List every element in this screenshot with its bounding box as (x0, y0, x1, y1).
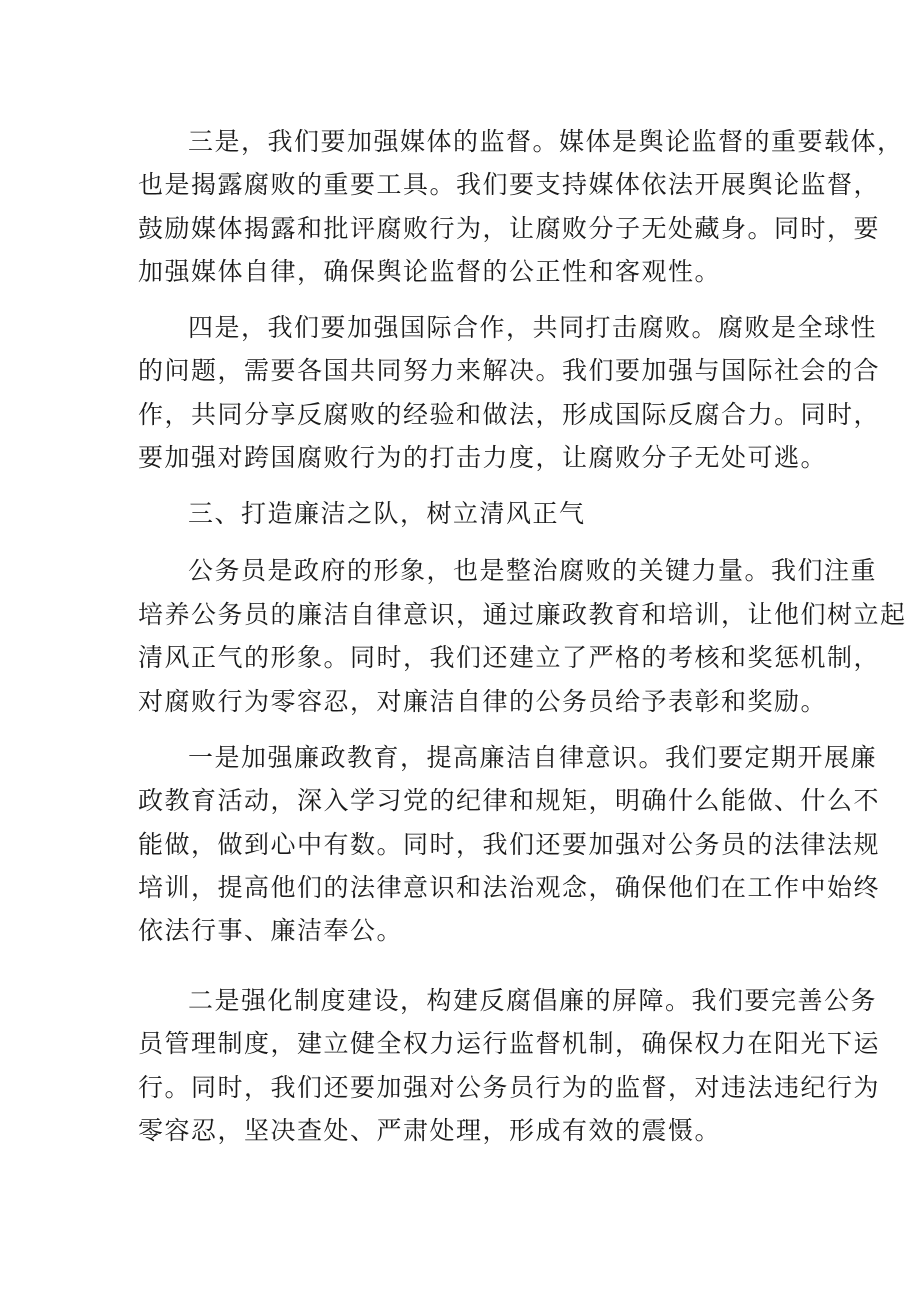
paragraph-6-line-3: 能做，做到心中有数。同时，我们还要加强对公务员的法律法规 (138, 830, 881, 859)
paragraph-3-line-4: 加强媒体自律，确保舆论监督的公正性和客观性。 (138, 257, 722, 286)
paragraph-4-line-4: 要加强对跨国腐败行为的打击力度，让腐败分子无处可逃。 (138, 443, 828, 472)
paragraph-3-line-3: 鼓励媒体揭露和批评腐败行为，让腐败分子无处藏身。同时，要 (138, 214, 881, 243)
paragraph-4-line-3: 作，共同分享反腐败的经验和做法，形成国际反腐合力。同时， (138, 400, 881, 429)
paragraph-7-line-2: 员管理制度，建立健全权力运行监督机制，确保权力在阳光下运 (138, 1029, 881, 1058)
section-heading: 三、打造廉洁之队，树立清风正气 (188, 499, 586, 528)
paragraph-5-line-3: 清风正气的形象。同时，我们还建立了严格的考核和奖惩机制， (138, 643, 881, 672)
paragraph-7-line-4: 零容忍，坚决查处、严肃处理，形成有效的震慑。 (138, 1116, 722, 1145)
paragraph-7-line-3: 行。同时，我们还要加强对公务员行为的监督，对违法违纪行为 (138, 1073, 881, 1102)
paragraph-6-line-4: 培训，提高他们的法律意识和法治观念，确保他们在工作中始终 (138, 873, 881, 902)
paragraph-5-line-1: 公务员是政府的形象，也是整治腐败的关键力量。我们注重 (188, 556, 878, 585)
paragraph-6-line-2: 政教育活动，深入学习党的纪律和规矩，明确什么能做、什么不 (138, 786, 881, 815)
paragraph-4-line-1: 四是，我们要加强国际合作，共同打击腐败。腐败是全球性 (188, 313, 878, 342)
paragraph-7-line-1: 二是强化制度建设，构建反腐倡廉的屏障。我们要完善公务 (188, 986, 878, 1015)
paragraph-5-line-4: 对腐败行为零容忍，对廉洁自律的公务员给予表彰和奖励。 (138, 687, 828, 716)
paragraph-6-line-1: 一是加强廉政教育，提高廉洁自律意识。我们要定期开展廉 (188, 743, 878, 772)
paragraph-3-line-2: 也是揭露腐败的重要工具。我们要支持媒体依法开展舆论监督， (138, 170, 881, 199)
paragraph-4-line-2: 的问题，需要各国共同努力来解决。我们要加强与国际社会的合 (138, 356, 881, 385)
paragraph-3-line-1: 三是，我们要加强媒体的监督。媒体是舆论监督的重要载体， (188, 127, 904, 156)
paragraph-5-line-2: 培养公务员的廉洁自律意识，通过廉政教育和培训，让他们树立起 (138, 600, 907, 629)
paragraph-6-line-5: 依法行事、廉洁奉公。 (138, 916, 404, 945)
